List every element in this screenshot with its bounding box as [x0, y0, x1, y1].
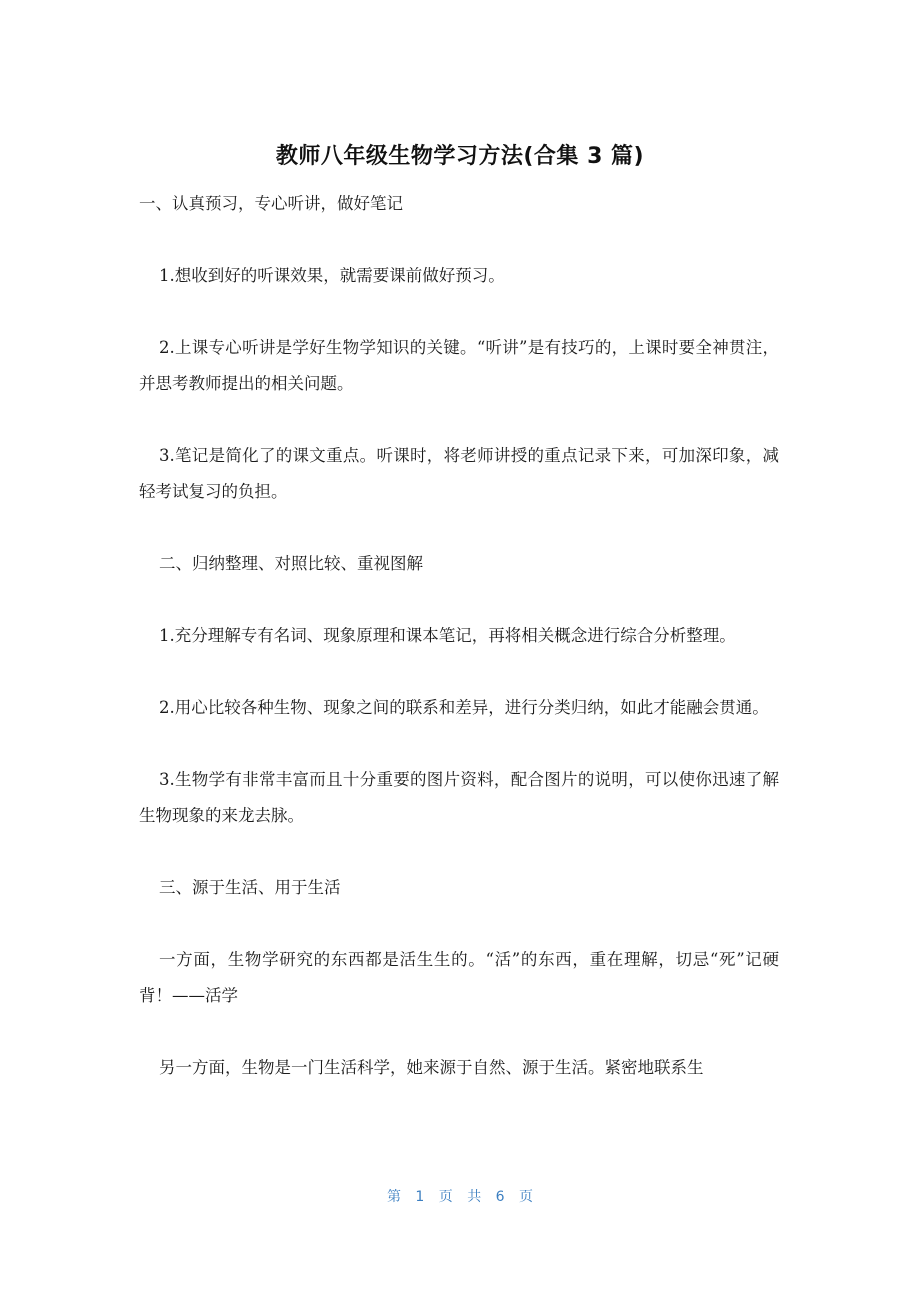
document-title: 教师八年级生物学习方法(合集 3 篇): [275, 144, 645, 169]
paragraph: 另一方面，生物是一门生活科学，她来源于自然、源于生活。紧密地联系生: [159, 1058, 704, 1077]
paragraph: 2.用心比较各种生物、现象之间的联系和差异，进行分类归纳，如此才能融会贯通。: [159, 698, 769, 717]
paragraph: 2.上课专心听讲是学好生物学知识的关键。“听讲”是有技巧的，上课时要全神贯注，并思考教师提出的相关问题。: [139, 338, 779, 393]
section-heading-2: 二、归纳整理、对照比较、重视图解: [159, 554, 423, 573]
paragraph: 1.想收到好的听课效果，就需要课前做好预习。: [159, 266, 505, 285]
page-number: 第 1 页 共 6 页: [386, 1189, 534, 1205]
paragraph: 3.笔记是简化了的课文重点。听课时，将老师讲授的重点记录下来，可加深印象，减轻考试复习的负担。: [139, 446, 779, 501]
section-heading-1: 一、认真预习，专心听讲，做好笔记: [139, 194, 403, 213]
section-heading-3: 三、源于生活、用于生活: [159, 878, 341, 897]
document-body: [139, 186, 779, 1086]
paragraph: 3.生物学有非常丰富而且十分重要的图片资料，配合图片的说明，可以使你迅速了解生物现象的来龙去脉。: [139, 770, 779, 825]
paragraph: 一方面，生物学研究的东西都是活生生的。“活”的东西，重在理解，切忌“死”记硬背！——活学: [139, 950, 779, 1005]
paragraph: 1.充分理解专有名词、现象原理和课本笔记，再将相关概念进行综合分析整理。: [159, 626, 736, 645]
